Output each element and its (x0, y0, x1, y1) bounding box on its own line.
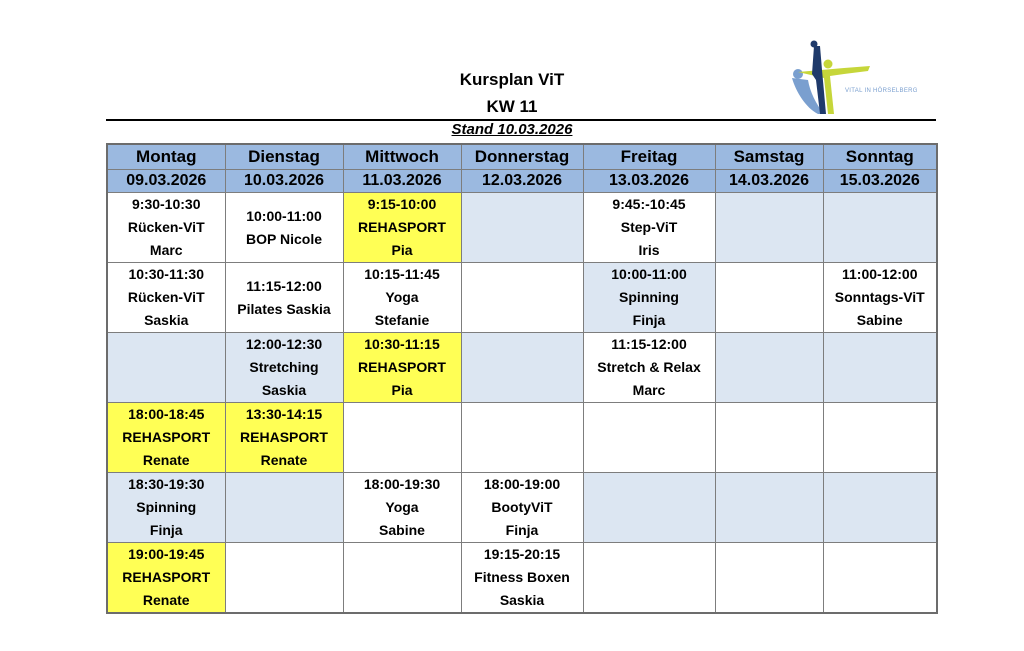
course-text: Saskia (499, 592, 545, 608)
course-time: 18:00-19:00 (483, 476, 561, 492)
date-header: 12.03.2026 (461, 170, 583, 193)
course-text: REHASPORT (358, 359, 446, 375)
course-cell (343, 333, 461, 403)
course-time: 19:15-20:15 (483, 546, 561, 562)
course-cell (107, 193, 225, 263)
course-text: Spinning (619, 289, 679, 305)
schedule-body (107, 193, 937, 614)
empty-cell (461, 193, 583, 263)
course-cell (107, 543, 225, 614)
page-title: Kursplan ViT (459, 70, 565, 89)
empty-cell (715, 193, 823, 263)
day-header: Freitag (583, 144, 715, 170)
day-header-row (107, 144, 937, 170)
schedule-row (107, 193, 937, 263)
course-text: REHASPORT (122, 429, 211, 445)
empty-cell (715, 263, 823, 333)
course-cell (461, 473, 583, 543)
course-text: Saskia (261, 382, 307, 398)
empty-cell (343, 403, 461, 473)
schedule-table (106, 143, 938, 614)
empty-cell (225, 543, 343, 614)
empty-cell (823, 193, 937, 263)
empty-cell (715, 333, 823, 403)
empty-cell (715, 543, 823, 614)
empty-cell (583, 403, 715, 473)
empty-cell (823, 543, 937, 614)
course-text: Finja (505, 522, 539, 538)
empty-cell (715, 403, 823, 473)
course-cell (583, 333, 715, 403)
week-label: KW 11 (486, 97, 538, 116)
course-time: 18:00-19:30 (363, 476, 441, 492)
course-cell (343, 473, 461, 543)
course-text: Stretching (249, 359, 319, 375)
course-text: REHASPORT (240, 429, 328, 445)
course-text: Marc (149, 242, 183, 258)
course-text: Iris (638, 242, 660, 258)
course-text: REHASPORT (122, 569, 211, 585)
course-text: Rücken-ViT (127, 219, 205, 235)
course-time: 18:00-18:45 (128, 406, 205, 422)
date-header: 09.03.2026 (107, 170, 225, 193)
date-header: 13.03.2026 (583, 170, 715, 193)
course-time: 10:00-11:00 (246, 207, 322, 224)
course-text: BOP Nicole (246, 230, 322, 247)
vit-logo-figures-icon (784, 40, 894, 120)
course-text: Pia (391, 242, 413, 258)
course-text: Sabine (856, 312, 903, 328)
course-time: 18:30-19:30 (128, 476, 205, 492)
course-cell (461, 543, 583, 614)
course-text: BootyViT (491, 499, 553, 515)
course-text: Pia (391, 382, 413, 398)
course-text: Finja (149, 522, 183, 538)
course-cell (225, 403, 343, 473)
vit-logo (784, 40, 894, 120)
empty-cell (823, 403, 937, 473)
course-cell (343, 193, 461, 263)
empty-cell (107, 333, 225, 403)
empty-cell (715, 473, 823, 543)
empty-cell (225, 473, 343, 543)
day-header: Mittwoch (343, 144, 461, 170)
course-text: Marc (632, 382, 666, 398)
course-time: 19:00-19:45 (128, 546, 205, 562)
course-time: 11:00-12:00 (841, 266, 918, 282)
course-text: Spinning (136, 499, 197, 515)
course-cell (107, 403, 225, 473)
day-header: Dienstag (225, 144, 343, 170)
course-text: Stefanie (374, 312, 430, 328)
empty-cell (583, 473, 715, 543)
logo-text: VITAL IN HÖRSELBERG (845, 88, 918, 94)
course-text: Sonntags-ViT (834, 289, 925, 305)
course-time: 10:15-11:45 (364, 266, 440, 282)
course-text: Renate (260, 452, 308, 468)
empty-cell (583, 543, 715, 614)
course-time: 13:30-14:15 (245, 406, 323, 422)
course-text: Pilates Saskia (237, 300, 331, 317)
date-header: 15.03.2026 (823, 170, 937, 193)
course-text: Finja (632, 312, 666, 328)
date-header: 11.03.2026 (343, 170, 461, 193)
schedule-row (107, 263, 937, 333)
date-header: 10.03.2026 (225, 170, 343, 193)
date-header: 14.03.2026 (715, 170, 823, 193)
course-text: Step-ViT (620, 219, 678, 235)
empty-cell (461, 263, 583, 333)
schedule-row (107, 543, 937, 614)
day-header: Donnerstag (461, 144, 583, 170)
course-cell (225, 263, 343, 333)
day-header: Sonntag (823, 144, 937, 170)
course-cell (823, 263, 937, 333)
course-time: 10:30-11:15 (364, 336, 440, 352)
course-text: Fitness Boxen (474, 569, 570, 585)
course-text: Stretch & Relax (597, 359, 701, 375)
course-text: Saskia (144, 312, 189, 328)
day-header: Montag (107, 144, 225, 170)
course-time: 12:00-12:30 (245, 336, 323, 352)
course-cell (107, 263, 225, 333)
day-header: Samstag (715, 144, 823, 170)
empty-cell (343, 543, 461, 614)
course-text: Rücken-ViT (127, 289, 205, 305)
course-text: Renate (142, 592, 190, 608)
empty-cell (461, 333, 583, 403)
course-cell (107, 473, 225, 543)
empty-cell (461, 403, 583, 473)
stand-date: Stand 10.03.2026 (451, 121, 573, 138)
course-text: Sabine (379, 522, 425, 538)
empty-cell (823, 473, 937, 543)
course-time: 10:30-11:30 (128, 266, 204, 282)
course-cell (225, 333, 343, 403)
course-time: 9:15-10:00 (367, 196, 437, 212)
course-text: Yoga (385, 289, 419, 305)
course-cell (583, 193, 715, 263)
course-time: 11:15-12:00 (246, 277, 322, 294)
course-time: 9:30-10:30 (132, 196, 201, 212)
schedule-row (107, 473, 937, 543)
course-time: 11:15-12:00 (611, 336, 687, 352)
course-cell (225, 193, 343, 263)
course-text: REHASPORT (358, 219, 446, 235)
course-cell (343, 263, 461, 333)
empty-cell (823, 333, 937, 403)
course-cell (583, 263, 715, 333)
schedule-row (107, 403, 937, 473)
date-header-row (107, 170, 937, 193)
course-text: Renate (142, 452, 190, 468)
course-time: 9:45:-10:45 (612, 196, 686, 212)
schedule-row (107, 333, 937, 403)
course-text: Yoga (385, 499, 419, 515)
course-time: 10:00-11:00 (611, 266, 687, 282)
